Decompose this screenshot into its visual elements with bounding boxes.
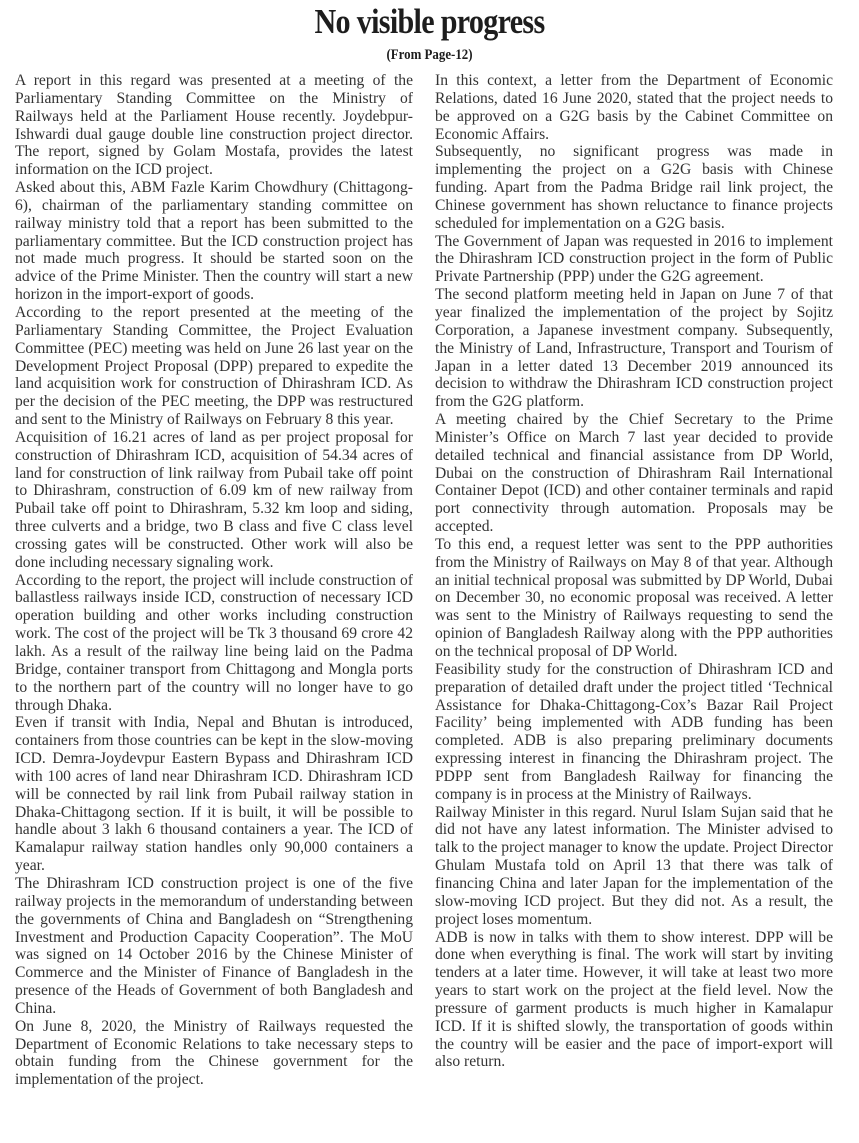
article-column-left bbox=[15, 72, 413, 1089]
paragraph: According to the report, the project will include construction of ballastless railways inside ICD, construction of necessary ICD operation building and other works including construction work. The cost of the project will be Tk 3 thousand 69 crore 42 lakh. As a result of the railway line being laid on the Padma Bridge, container transport from Chittagong and Mongla ports to the northern part of the country will no longer have to go through Dhaka. bbox=[15, 571, 413, 714]
paragraph: The Government of Japan was requested in 2016 to implement the Dhirashram ICD construction project in the form of Public Private Partnership (PPP) under the G2G agreement. bbox=[435, 232, 833, 286]
paragraph: The second platform meeting held in Japan on June 7 of that year finalized the implementation of the project by Sojitz Corporation, a Japanese investment company. Subsequently, the Ministry of Land, Infrastructure, Transport and Tourism of Japan in a letter dated 13 December 2019 announced its decision to withdraw the Dhirashram ICD construction project from the G2G platform. bbox=[435, 286, 833, 411]
paragraph: On June 8, 2020, the Ministry of Railways requested the Department of Economic Relations to take necessary steps to obtain funding from the Chinese government for the implementation of the project. bbox=[15, 1017, 413, 1089]
continuation-note: (From Page-12) bbox=[386, 47, 473, 63]
paragraph: Even if transit with India, Nepal and Bhutan is introduced, containers from those countries can be kept in the slow-moving ICD. Demra-Joydevpur Eastern Bypass and Dhirashram ICD with 100 acres of land near Dhirashram ICD. Dhirashram ICD will be connected by rail link from Pubail railway station in Dhaka-Chittagong section. If it is built, it will be possible to handle about 3 lakh 6 thousand containers a year. The ICD of Kamalapur railway station handles only 90,000 containers a year. bbox=[15, 714, 413, 875]
article-column-right bbox=[435, 72, 833, 1071]
paragraph: A meeting chaired by the Chief Secretary to the Prime Minister’s Office on March 7 last year decided to provide detailed technical and financial assistance from DP World, Dubai on the construction of Dhirashram Rail International Container Depot (ICD) and other container terminals and rapid port connectivity through automation. Proposals may be accepted. bbox=[435, 411, 833, 536]
article-headline: No visible progress bbox=[314, 2, 545, 41]
paragraph: A report in this regard was presented at a meeting of the Parliamentary Standing Committee on the Ministry of Railways held at the Parliament House recently. Joydebpur-Ishwardi dual gauge double line construction project director. The report, signed by Golam Mostafa, provides the latest information on the ICD project. bbox=[15, 72, 413, 179]
paragraph: ADB is now in talks with them to show interest. DPP will be done when everything is final. The work will start by inviting tenders at a later time. However, it will take at least two more years to start work on the project at the field level. Now the pressure of garment products is much higher in Kamalapur ICD. If it is shifted slowly, the transportation of goods within the country will be easier and the pace of import-export will also return. bbox=[435, 928, 833, 1071]
paragraph: Railway Minister in this regard. Nurul Islam Sujan said that he did not have any latest information. The Minister advised to talk to the project manager to know the update. Project Director Ghulam Mustafa told on April 13 that there was talk of financing China and later Japan for the implementation of the slow-moving ICD project. But they did not. As a result, the project loses momentum. bbox=[435, 803, 833, 928]
paragraph: To this end, a request letter was sent to the PPP authorities from the Ministry of Railways on May 8 of that year. Although an initial technical proposal was submitted by DP World, Dubai on December 30, no economic proposal was received. A letter was sent to the Ministry of Railways requesting to send the opinion of Bangladesh Railway along with the PPP authorities on the technical proposal of DP World. bbox=[435, 535, 833, 660]
paragraph: In this context, a letter from the Department of Economic Relations, dated 16 June 2020, stated that the project needs to be approved on a G2G basis by the Cabinet Committee on Economic Affairs. bbox=[435, 72, 833, 143]
paragraph: Subsequently, no significant progress was made in implementing the project on a G2G basis with Chinese funding. Apart from the Padma Bridge rail link project, the Chinese government has shown reluctance to finance projects scheduled for implementation on a G2G basis. bbox=[435, 143, 833, 232]
paragraph: The Dhirashram ICD construction project is one of the five railway projects in the memorandum of understanding between the governments of China and Bangladesh on “Strengthening Investment and Production Capacity Cooperation”. The MoU was signed on 14 October 2016 by the Chinese Minister of Commerce and the Minister of Finance of Bangladesh in the presence of the Heads of Government of both Bangladesh and China. bbox=[15, 874, 413, 1017]
paragraph: According to the report presented at the meeting of the Parliamentary Standing Committee, the Project Evaluation Committee (PEC) meeting was held on June 26 last year on the Development Project Proposal (DPP) prepared to expedite the land acquisition work for construction of Dhirashram ICD. As per the decision of the PEC meeting, the DPP was restructured and sent to the Ministry of Railways on February 8 this year. bbox=[15, 303, 413, 429]
paragraph: Feasibility study for the construction of Dhirashram ICD and preparation of detailed draft under the project titled ‘Technical Assistance for Dhaka-Chittagong-Cox’s Bazar Rail Project Facility’ being implemented with ADB funding has been completed. ADB is also preparing preliminary documents expressing interest in financing the Dhirashram project. The PDPP sent from Bangladesh Railway for financing the company is in process at the Ministry of Railways. bbox=[435, 660, 833, 803]
paragraph: Acquisition of 16.21 acres of land as per project proposal for construction of Dhirashram ICD, acquisition of 54.34 acres of land for construction of link railway from Pubail take off point to Dhirashram, construction of 6.09 km of new railway from Pubail take off point to Dhirashram, 5.32 km loop and siding, three culverts and a bridge, two B class and five C class level crossing gates will be constructed. Other work will also be done including necessary signaling work. bbox=[15, 428, 413, 571]
paragraph: Asked about this, ABM Fazle Karim Chowdhury (Chittagong-6), chairman of the parliamentary standing committee on railway ministry told that a report has been submitted to the parliamentary committee. But the ICD construction project has not made much progress. It should be started soon on the advice of the Prime Minister. Then the country will start a new horizon in the import-export of goods. bbox=[15, 179, 413, 304]
